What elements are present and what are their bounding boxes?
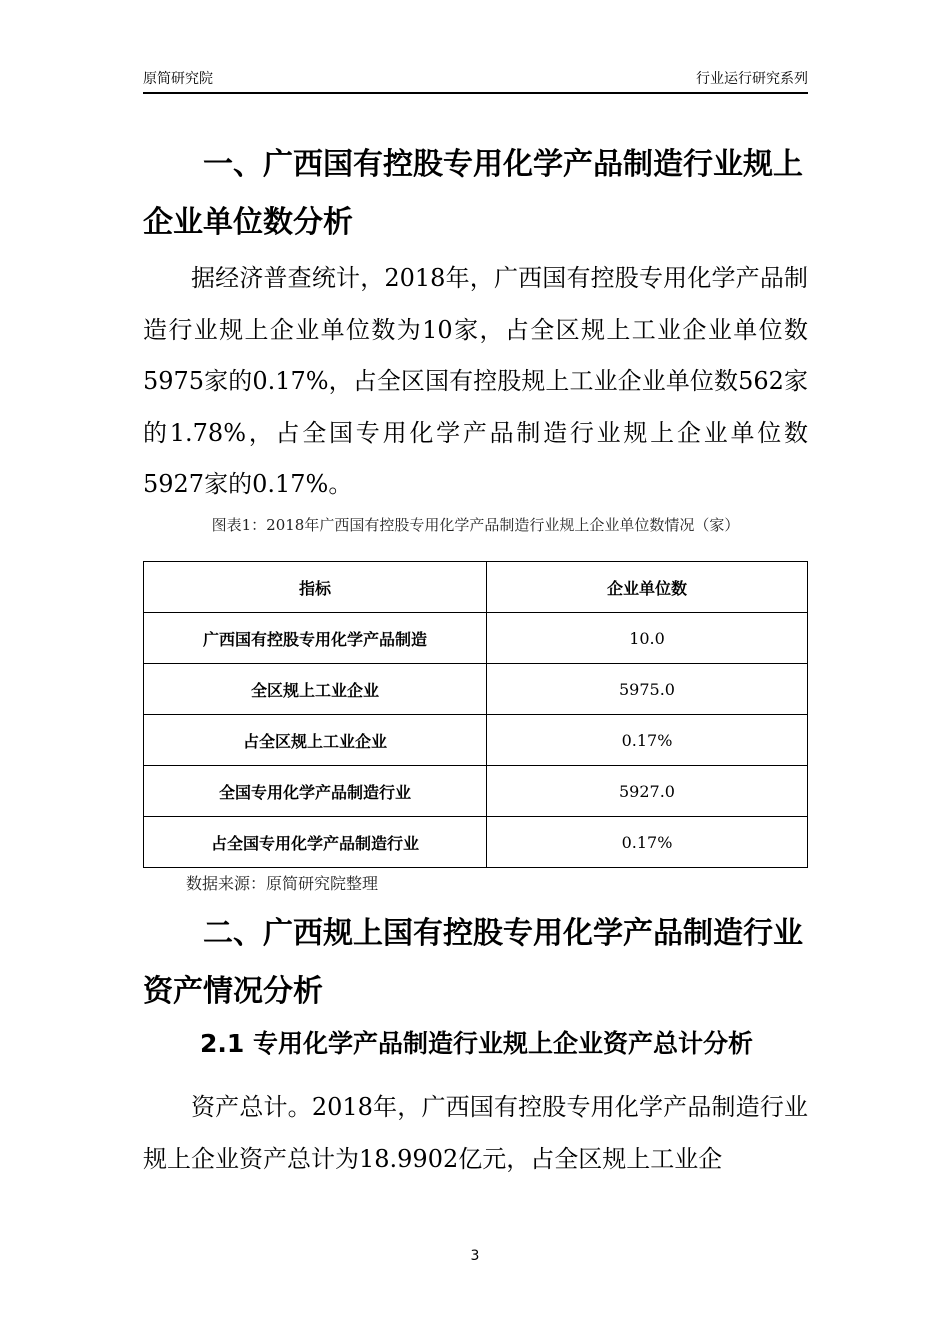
table-row xyxy=(144,613,808,664)
header-org-name: 原简研究院 xyxy=(143,71,213,87)
table-cell-value: 5927.0 xyxy=(487,766,808,817)
section2-paragraph: 资产总计。2018年，广西国有控股专用化学产品制造行业规上企业资产总计为18.9902亿元，占全区规上工业企 xyxy=(143,1093,808,1173)
table-cell-value: 0.17% xyxy=(487,817,808,868)
section1-paragraph: 据经济普查统计，2018年，广西国有控股专用化学产品制造行业规上企业单位数为10家，占全区规上工业企业单位数5975家的0.17%，占全区国有控股规上工业企业单位数562家的1.78%，占全国专用化学产品制造行业规上企业单位数5927家的0.17%。 xyxy=(143,264,808,498)
enterprise-count-table xyxy=(143,561,808,868)
table-cell-label: 占全国专用化学产品制造行业 xyxy=(144,817,487,868)
table-cell-label: 全区规上工业企业 xyxy=(144,664,487,715)
table-header-indicator: 指标 xyxy=(144,562,487,613)
table-header-row xyxy=(144,562,808,613)
section2-subtitle: 2.1 专用化学产品制造行业规上企业资产总计分析 xyxy=(200,1029,753,1058)
page-header xyxy=(143,64,808,94)
table-cell-label: 占全区规上工业企业 xyxy=(144,715,487,766)
table-caption: 图表1：2018年广西国有控股专用化学产品制造行业规上企业单位数情况（家） xyxy=(211,516,740,534)
table-row xyxy=(144,715,808,766)
page-number: 3 xyxy=(470,1248,480,1264)
table-row xyxy=(144,664,808,715)
table-row xyxy=(144,817,808,868)
table-cell-value: 5975.0 xyxy=(487,664,808,715)
table-source-note: 数据来源：原简研究院整理 xyxy=(186,874,379,893)
header-series-name: 行业运行研究系列 xyxy=(696,71,808,87)
table-cell-value: 0.17% xyxy=(487,715,808,766)
section2-title: 二、广西规上国有控股专用化学产品制造行业资产情况分析 xyxy=(143,916,803,1009)
table-header-count: 企业单位数 xyxy=(487,562,808,613)
table-cell-label: 广西国有控股专用化学产品制造 xyxy=(144,613,487,664)
table-cell-value: 10.0 xyxy=(487,613,808,664)
table-cell-label: 全国专用化学产品制造行业 xyxy=(144,766,487,817)
table-row xyxy=(144,766,808,817)
section1-title: 一、广西国有控股专用化学产品制造行业规上企业单位数分析 xyxy=(143,147,803,240)
